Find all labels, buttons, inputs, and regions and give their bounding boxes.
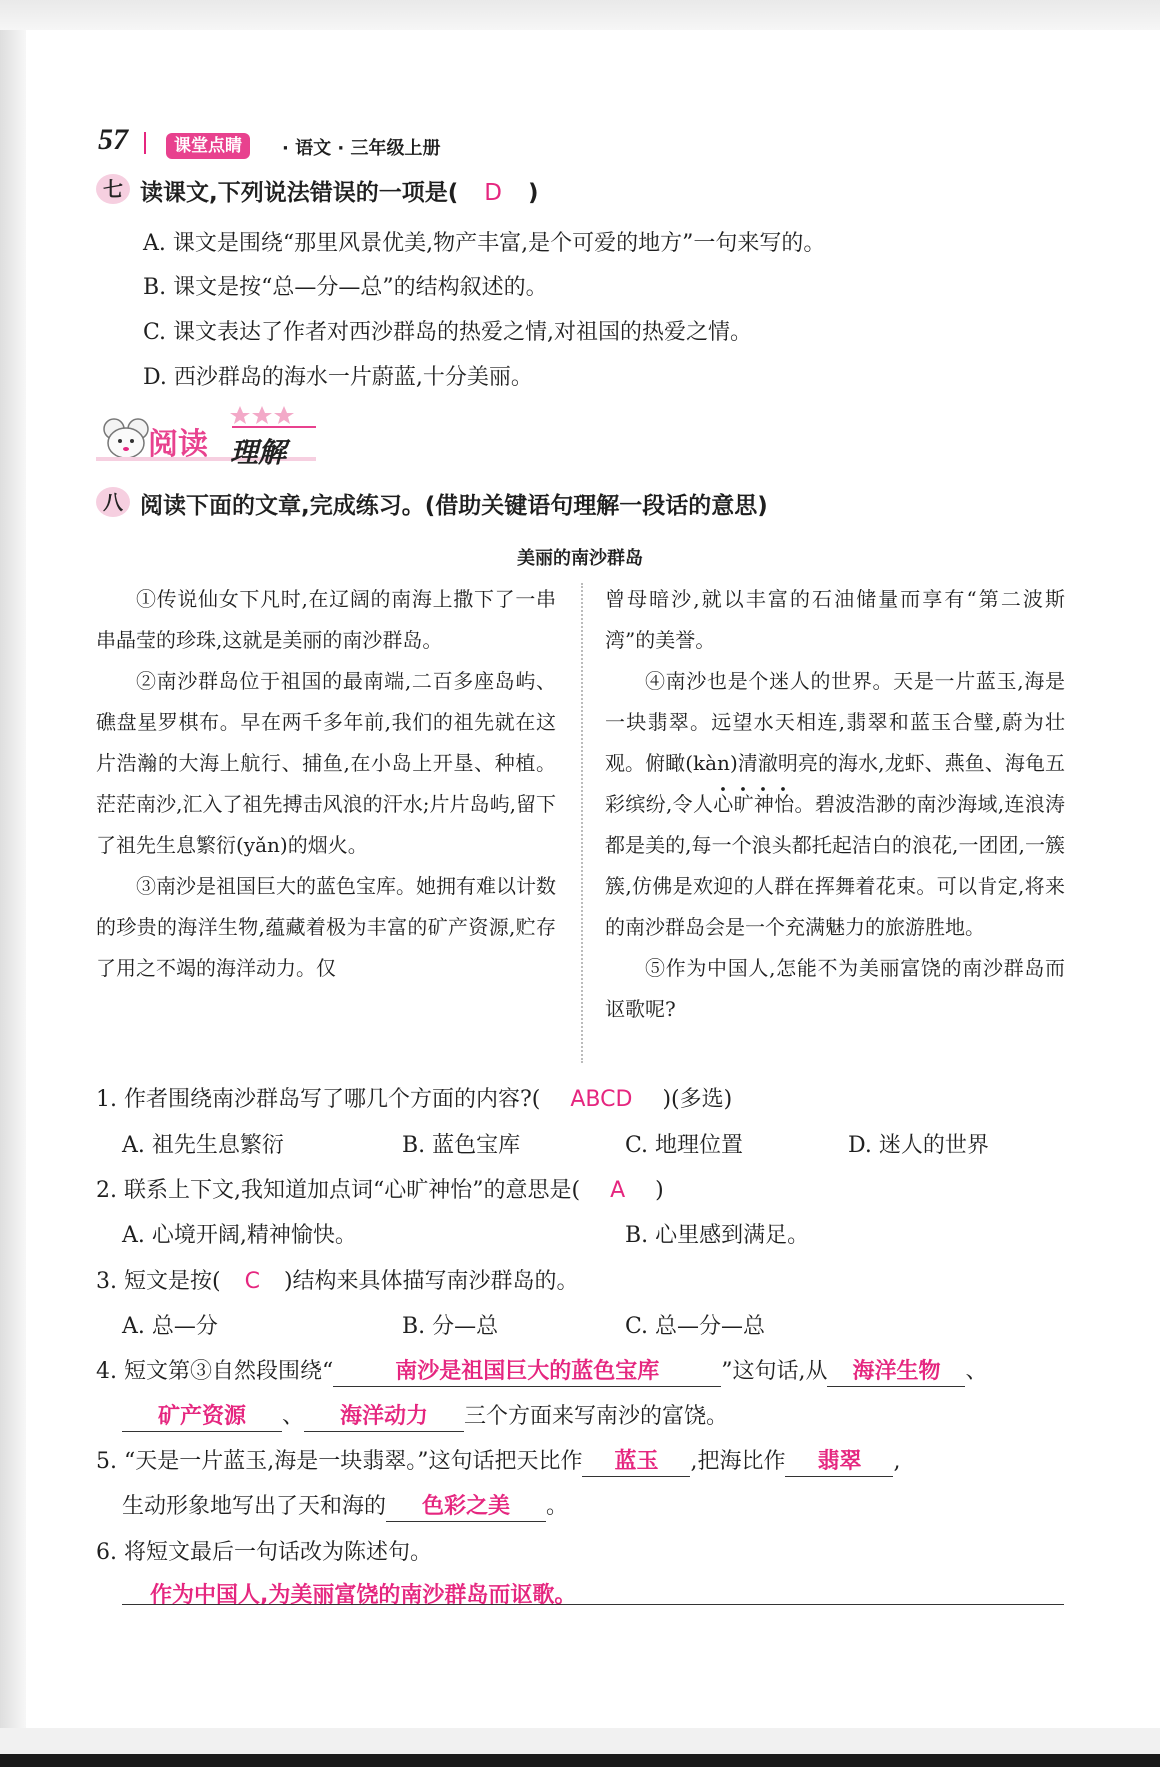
subquestion-4-comma: 、 [965, 1359, 988, 1384]
subquestion-2 [96, 1173, 664, 1204]
subquestion-5-line-1 [96, 1444, 900, 1477]
article-paragraph-2: ②南沙群岛位于祖国的最南端,二百多座岛屿、礁盘星罗棋布。早在两千多年前,我们的祖先就在这片浩瀚的大海上航行、捕鱼,在小岛上开垦、种植。茫茫南沙,汇入了祖先搏击风浪的汗水;片片岛屿,留下了祖先生息繁衍(yǎn)的烟火。 [96, 669, 556, 857]
q2-option-b: B. 心里感到满足。 [625, 1223, 810, 1248]
subquestion-4-mid: ”这句话,从 [721, 1359, 828, 1384]
reading-section-logo [92, 403, 324, 469]
subquestion-1-stem: 1. 作者围绕南沙群岛写了哪几个方面的内容?( [96, 1087, 541, 1112]
answer-line-6[interactable] [122, 1604, 1064, 1605]
q1-option-a: A. 祖先生息繁衍 [122, 1133, 284, 1158]
article-paragraph-1: ①传说仙女下凡时,在辽阔的南海上撒下了一串串晶莹的珍珠,这就是美丽的南沙群岛。 [96, 587, 556, 652]
section-title-understanding: 理解 [230, 436, 287, 469]
paragraph-4-part-2: 。碧波浩渺的南沙海域,连浪涛都是美的,每一个浪头都托起洁白的浪花,一团团,一簇簇,仿佛是欢迎的人群在挥舞着花束。可以肯定,将来的南沙群岛会是一个充满魅力的旅游胜地。 [605, 792, 1066, 939]
answer-blank-5b[interactable]: 翡翠 [785, 1448, 893, 1477]
question-7-close-paren: ) [527, 180, 539, 206]
dotted-keyword [713, 792, 794, 816]
mouse-mascot-icon [92, 403, 324, 469]
subquestion-1-stem-end: )(多选) [662, 1087, 733, 1112]
article-title: 美丽的南沙群岛 [517, 548, 643, 569]
subquestion-4-end: 三个方面来写南沙的富饶。 [464, 1404, 729, 1429]
subquestion-4-line-1 [96, 1354, 988, 1387]
emphasis-dots [713, 786, 794, 792]
question-7-stem [140, 174, 538, 207]
subquestion-3-stem: 3. 短文是按( [96, 1269, 221, 1294]
question-8-stem: 阅读下面的文章,完成练习。(借助关键语句理解一段话的意思) [140, 493, 768, 519]
subquestion-2-stem-end: ) [655, 1178, 664, 1203]
q3-option-a: A. 总—分 [122, 1314, 218, 1339]
article-right-column [605, 579, 1065, 1030]
page-number: 57 [98, 123, 128, 156]
q1-option-d: D. 迷人的世界 [848, 1133, 989, 1158]
header-separator [144, 132, 146, 154]
subquestion-5-stem: 5. “天是一片蓝玉,海是一块翡翠。”这句话把天比作 [96, 1449, 583, 1474]
top-shadow-bar [0, 0, 1160, 30]
article-paragraph-5: ⑤作为中国人,怎能不为美丽富饶的南沙群岛而讴歌呢? [605, 956, 1065, 1021]
answer-blank-5c[interactable]: 色彩之美 [386, 1493, 546, 1522]
answer-blank-4a[interactable]: 南沙是祖国巨大的蓝色宝库 [333, 1358, 721, 1387]
subquestion-3-stem-end: )结构来具体描写南沙群岛的。 [283, 1269, 579, 1294]
q3-option-b: B. 分—总 [402, 1314, 499, 1339]
article-left-column [96, 579, 556, 989]
answer-blank-4b[interactable]: 海洋生物 [827, 1358, 965, 1387]
q7-option-c: C. 课文表达了作者对西沙群岛的热爱之情,对祖国的热爱之情。 [143, 320, 753, 345]
q7-option-a: A. 课文是围绕“那里风景优美,物产丰富,是个可爱的地方”一句来写的。 [143, 231, 826, 256]
article-paragraph-3: ③南沙是祖国巨大的蓝色宝库。她拥有难以计数的珍贵的海洋生物,蕴藏着极为丰富的矿产资源,贮存了用之不竭的海洋动力。仅 [96, 874, 556, 980]
subquestion-2-answer: A [610, 1178, 626, 1203]
subquestion-2-stem: 2. 联系上下文,我知道加点词“心旷神怡”的意思是( [96, 1178, 581, 1203]
q2-option-a: A. 心境开阔,精神愉快。 [122, 1223, 357, 1248]
subquestion-3-answer: C [244, 1269, 260, 1294]
subquestion-4-stem: 4. 短文第③自然段围绕“ [96, 1359, 334, 1384]
article-paragraph-3-cont: 曾母暗沙,就以丰富的石油储量而享有“第二波斯湾”的美誉。 [605, 587, 1065, 652]
question-number-badge: 八 [96, 487, 130, 517]
q1-option-b: B. 蓝色宝库 [402, 1133, 521, 1158]
q7-option-b: B. 课文是按“总—分—总”的结构叙述的。 [143, 275, 548, 300]
article-paragraph-4 [605, 661, 1065, 948]
bottom-dark-bar [0, 1754, 1160, 1767]
subquestion-5-mid: ,把海比作 [690, 1449, 786, 1474]
subquestion-6-stem: 6. 将短文最后一句话改为陈述句。 [96, 1540, 432, 1565]
subquestion-6-answer: 作为中国人,为美丽富饶的南沙群岛而讴歌。 [150, 1583, 577, 1608]
paragraph-4-part-1: ④南沙也是个迷人的世界。天是一片蓝玉,海是一块翡翠。远望水天相连,翡翠和蓝玉合璧,蔚为壮观。俯瞰(kàn)清澈明亮的海水,龙虾、燕鱼、海龟五彩缤纷,令人 [605, 669, 1065, 816]
question-7-answer: D [484, 180, 502, 206]
answer-blank-5a[interactable]: 蓝玉 [582, 1448, 690, 1477]
question-7-stem-text: 读课文,下列说法错误的一项是( [140, 180, 459, 206]
q7-option-d: D. 西沙群岛的海水一片蔚蓝,十分美丽。 [143, 365, 533, 390]
answer-blank-4d[interactable]: 海洋动力 [304, 1403, 464, 1432]
question-number-badge: 七 [96, 174, 130, 204]
left-page-shadow [0, 30, 26, 1730]
column-divider [581, 583, 583, 1063]
subquestion-4-sep: 、 [282, 1404, 305, 1429]
subquestion-1-answer: ABCD [570, 1087, 633, 1112]
section-title-reading: 阅读 [148, 427, 208, 462]
q1-option-c: C. 地理位置 [625, 1133, 744, 1158]
subquestion-5-comma: , [893, 1449, 901, 1474]
subquestion-3 [96, 1264, 579, 1295]
subquestion-5-line-2 [122, 1489, 568, 1522]
dotted-keyword-text: 心旷神怡 [713, 792, 795, 816]
series-badge: 课堂点睛 [166, 133, 250, 159]
subquestion-5-line-2-stem: 生动形象地写出了天和海的 [122, 1494, 387, 1519]
subquestion-5-end: 。 [546, 1494, 569, 1519]
answer-blank-4c[interactable]: 矿产资源 [122, 1403, 282, 1432]
subquestion-4-line-2 [122, 1399, 728, 1432]
subquestion-1 [96, 1082, 732, 1113]
series-text: · 语文 · 三年级上册 [282, 138, 441, 159]
q3-option-c: C. 总—分—总 [625, 1314, 766, 1339]
